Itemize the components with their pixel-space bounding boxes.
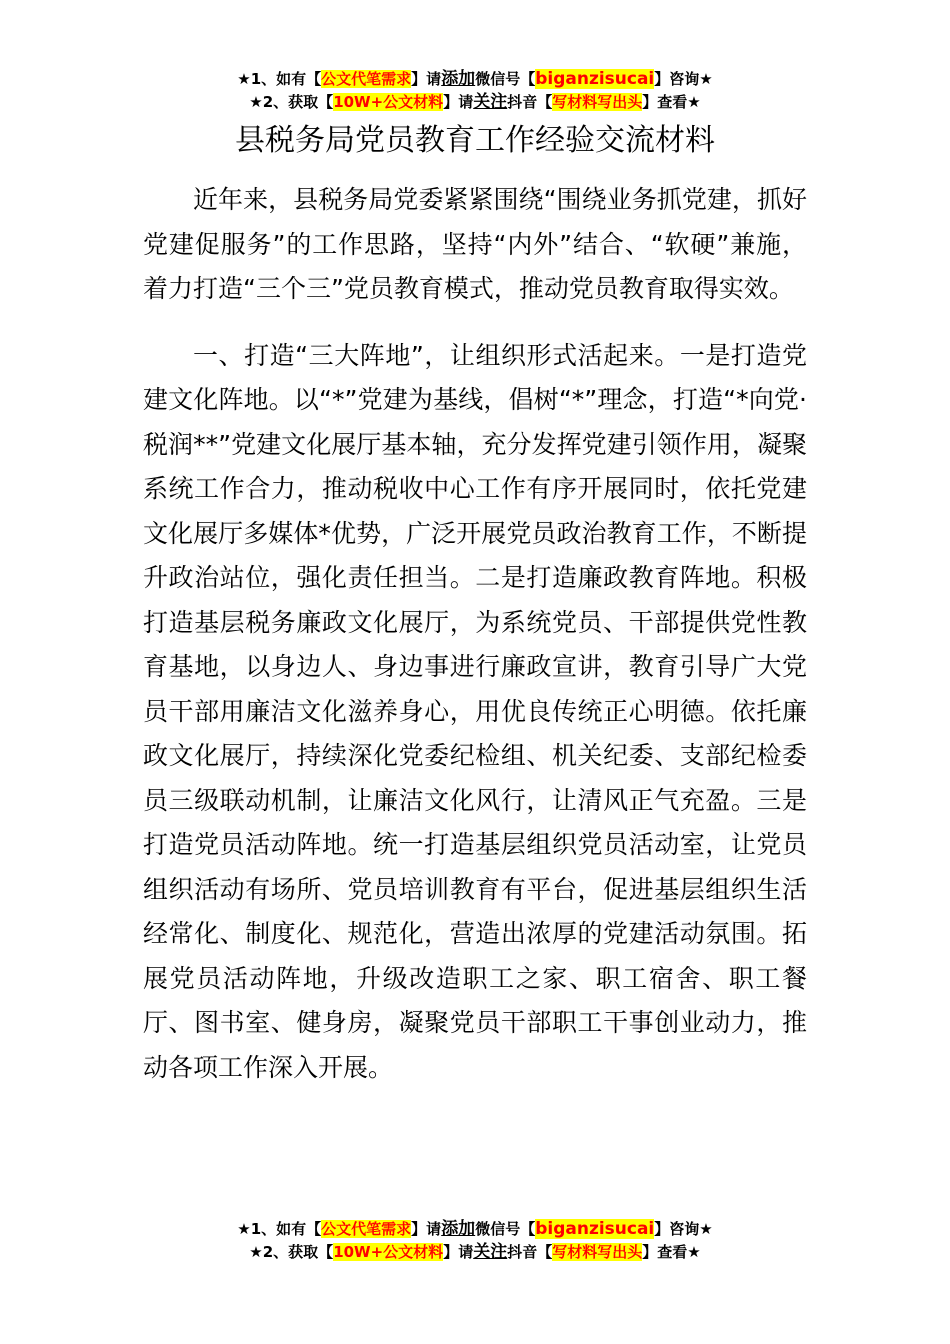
- paragraph-section-1: 一、打造“三大阵地”，让组织形式活起来。一是打造党建文化阵地。以“*”党建为基线，倡树“*”理念，打造“*向党·税润**”党建文化展厅基本轴，充分发挥党建引领作用，凝聚系统工作合力，推动税收中心工作有序开展同时，依托党建文化展厅多媒体*优势，广泛开展党员政治教育工作，不断提升政治站位，强化责任担当。二是打造廉政教育阵地。积极打造基层税务廉政文化展厅，为系统党员、干部提供党性教育基地，以身边人、身边事进行廉政宣讲，教育引导广大党员干部用廉洁文化滋养身心，用优良传统正心明德。依托廉政文化展厅，持续深化党委纪检组、机关纪委、支部纪检委员三级联动机制，让廉洁文化风行，让清风正气充盈。三是打造党员活动阵地。统一打造基层组织党员活动室，让党员组织活动有场所、党员培训教育有平台，促进基层组织生活经常化、制度化、规范化，营造出浓厚的党建活动氛围。拓展党员活动阵地，升级改造职工之家、职工宿舍、职工餐厅、图书室、健身房，凝聚党员干部职工干事创业动力，推动各项工作深入开展。: [143, 340, 807, 1082]
- banner-line-2-mid2: 抖音【: [507, 93, 553, 111]
- banner-line-2-prefix: ★2、获取【: [249, 1243, 334, 1261]
- top-banner: [0, 68, 950, 114]
- banner-line-1-highlight-wechat: biganzisucai: [535, 1219, 655, 1239]
- banner-line-1: [0, 68, 950, 91]
- banner-line-1-mid2: 微信号【: [475, 1220, 536, 1238]
- banner-line-1-prefix: ★1、如有【: [237, 70, 322, 88]
- banner-line-1-mid1: 】请: [411, 70, 442, 88]
- banner-line-1-mid2: 微信号【: [475, 70, 536, 88]
- banner-line-2-highlight-douyin: 写材料写出头: [552, 1243, 643, 1261]
- banner-line-2-mid1: 】请: [443, 1243, 474, 1261]
- banner-line-1: [0, 1218, 950, 1241]
- banner-line-2-underline: 关注: [473, 1242, 508, 1262]
- banner-line-2-suffix: 】查看★: [642, 1243, 701, 1261]
- banner-line-1-highlight-service: 公文代笔需求: [321, 70, 412, 88]
- document-body: [143, 178, 807, 1090]
- banner-line-2-prefix: ★2、获取【: [249, 93, 334, 111]
- banner-line-2-highlight-douyin: 写材料写出头: [552, 93, 643, 111]
- banner-line-2-suffix: 】查看★: [642, 93, 701, 111]
- banner-line-2-underline: 关注: [473, 92, 508, 112]
- banner-line-1-highlight-service: 公文代笔需求: [321, 1220, 412, 1238]
- banner-line-2-highlight-materials: 10W+公文材料: [333, 1243, 444, 1261]
- banner-line-2-mid1: 】请: [443, 93, 474, 111]
- banner-line-2-mid2: 抖音【: [507, 1243, 553, 1261]
- banner-line-1-underline: 添加: [441, 1219, 476, 1239]
- banner-line-2: [0, 91, 950, 114]
- banner-line-1-suffix: 】咨询★: [654, 1220, 713, 1238]
- document-title: 县税务局党员教育工作经验交流材料: [235, 123, 715, 158]
- banner-line-1-mid1: 】请: [411, 1220, 442, 1238]
- banner-line-2-highlight-materials: 10W+公文材料: [333, 93, 444, 111]
- paragraph-intro: 近年来，县税务局党委紧紧围绕“围绕业务抓党建，抓好党建促服务”的工作思路，坚持“内外”结合、“软硬”兼施，着力打造“三个三”党员教育模式，推动党员教育取得实效。: [143, 185, 807, 303]
- banner-line-1-suffix: 】咨询★: [654, 70, 713, 88]
- banner-line-2: [0, 1241, 950, 1264]
- banner-line-1-highlight-wechat: biganzisucai: [535, 69, 655, 89]
- bottom-banner: [0, 1218, 950, 1264]
- banner-line-1-underline: 添加: [441, 69, 476, 89]
- banner-line-1-prefix: ★1、如有【: [237, 1220, 322, 1238]
